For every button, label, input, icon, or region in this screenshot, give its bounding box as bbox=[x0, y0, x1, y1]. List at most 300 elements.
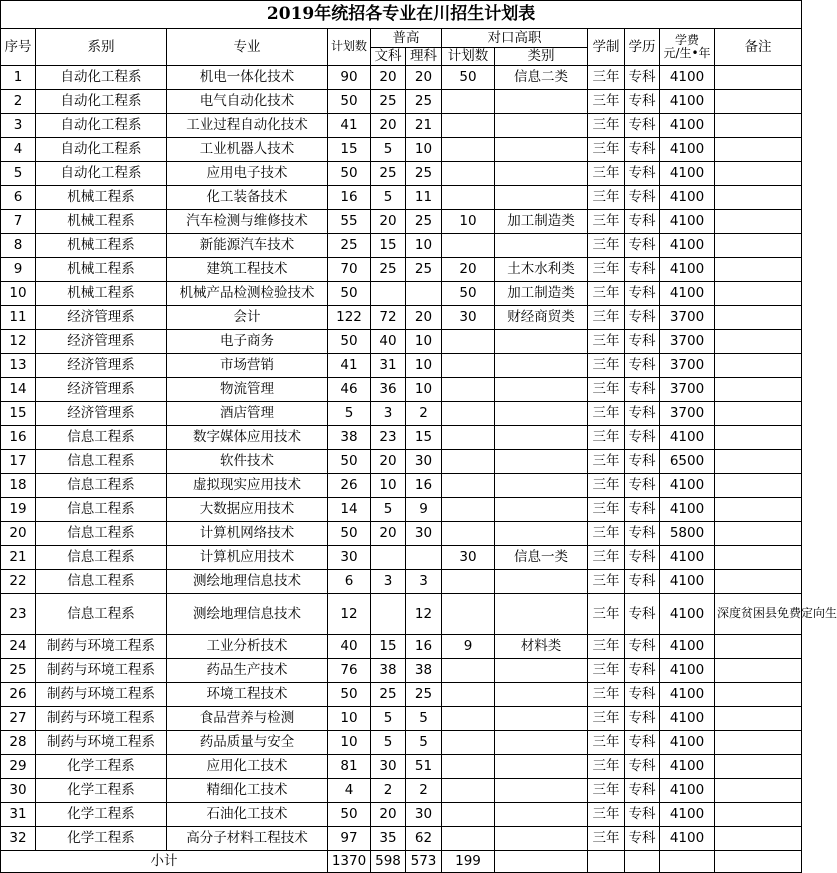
cell-major: 工业过程自动化技术 bbox=[167, 114, 328, 138]
cell-remark bbox=[715, 803, 802, 827]
cell-arts: 25 bbox=[371, 683, 406, 707]
cell-no: 4 bbox=[1, 138, 36, 162]
cell-remark bbox=[715, 498, 802, 522]
table-row bbox=[1, 282, 802, 306]
cell-duration: 三年 bbox=[588, 282, 625, 306]
cell-major: 汽车检测与维修技术 bbox=[167, 210, 328, 234]
cell-duration: 三年 bbox=[588, 378, 625, 402]
cell-fee: 4100 bbox=[660, 474, 715, 498]
cell-voc-category: 信息二类 bbox=[495, 66, 588, 90]
cell-voc-category bbox=[495, 186, 588, 210]
cell-duration: 三年 bbox=[588, 570, 625, 594]
cell-duration: 三年 bbox=[588, 354, 625, 378]
cell-duration: 三年 bbox=[588, 210, 625, 234]
header-major: 专业 bbox=[167, 29, 328, 66]
cell-voc-category bbox=[495, 114, 588, 138]
cell-no: 31 bbox=[1, 803, 36, 827]
cell-no: 28 bbox=[1, 731, 36, 755]
cell-no: 32 bbox=[1, 827, 36, 851]
cell-no: 15 bbox=[1, 402, 36, 426]
cell-plan: 4 bbox=[328, 779, 371, 803]
cell-plan: 97 bbox=[328, 827, 371, 851]
cell-fee: 4100 bbox=[660, 635, 715, 659]
cell-voc-plan bbox=[442, 186, 495, 210]
cell-science: 25 bbox=[406, 258, 442, 282]
table-row bbox=[1, 378, 802, 402]
cell-remark bbox=[715, 426, 802, 450]
cell-arts: 72 bbox=[371, 306, 406, 330]
cell-department: 制药与环境工程系 bbox=[36, 707, 167, 731]
cell-duration: 三年 bbox=[588, 635, 625, 659]
cell-degree: 专科 bbox=[625, 138, 660, 162]
cell-arts: 38 bbox=[371, 659, 406, 683]
cell-remark bbox=[715, 210, 802, 234]
cell-plan: 55 bbox=[328, 210, 371, 234]
cell-arts bbox=[371, 594, 406, 635]
cell-plan: 50 bbox=[328, 90, 371, 114]
cell-remark bbox=[715, 635, 802, 659]
cell-science: 10 bbox=[406, 330, 442, 354]
cell-science: 30 bbox=[406, 522, 442, 546]
cell-no: 16 bbox=[1, 426, 36, 450]
cell-remark bbox=[715, 162, 802, 186]
cell-department: 经济管理系 bbox=[36, 354, 167, 378]
cell-department: 化学工程系 bbox=[36, 779, 167, 803]
cell-plan: 50 bbox=[328, 450, 371, 474]
cell-arts: 5 bbox=[371, 186, 406, 210]
header-general: 普高 bbox=[371, 29, 442, 48]
cell-degree: 专科 bbox=[625, 258, 660, 282]
total-empty-remark bbox=[715, 851, 802, 873]
cell-degree: 专科 bbox=[625, 162, 660, 186]
cell-no: 21 bbox=[1, 546, 36, 570]
cell-plan: 30 bbox=[328, 546, 371, 570]
cell-degree: 专科 bbox=[625, 707, 660, 731]
cell-plan: 50 bbox=[328, 683, 371, 707]
cell-science: 2 bbox=[406, 779, 442, 803]
table-row bbox=[1, 707, 802, 731]
header-voc-plan: 计划数 bbox=[442, 48, 495, 66]
header-science: 理科 bbox=[406, 48, 442, 66]
cell-science: 20 bbox=[406, 66, 442, 90]
cell-degree: 专科 bbox=[625, 474, 660, 498]
table-row bbox=[1, 306, 802, 330]
cell-degree: 专科 bbox=[625, 426, 660, 450]
cell-no: 24 bbox=[1, 635, 36, 659]
cell-arts: 25 bbox=[371, 90, 406, 114]
cell-voc-plan bbox=[442, 426, 495, 450]
table-row bbox=[1, 186, 802, 210]
cell-arts: 40 bbox=[371, 330, 406, 354]
cell-arts: 15 bbox=[371, 635, 406, 659]
cell-degree: 专科 bbox=[625, 402, 660, 426]
table-row bbox=[1, 755, 802, 779]
cell-plan: 41 bbox=[328, 114, 371, 138]
cell-voc-category bbox=[495, 659, 588, 683]
cell-arts: 35 bbox=[371, 827, 406, 851]
cell-remark bbox=[715, 330, 802, 354]
cell-department: 信息工程系 bbox=[36, 546, 167, 570]
cell-no: 26 bbox=[1, 683, 36, 707]
total-arts: 598 bbox=[371, 851, 406, 873]
cell-voc-category bbox=[495, 707, 588, 731]
cell-duration: 三年 bbox=[588, 683, 625, 707]
cell-duration: 三年 bbox=[588, 450, 625, 474]
cell-degree: 专科 bbox=[625, 635, 660, 659]
total-science: 573 bbox=[406, 851, 442, 873]
cell-science: 12 bbox=[406, 594, 442, 635]
cell-duration: 三年 bbox=[588, 66, 625, 90]
cell-major: 会计 bbox=[167, 306, 328, 330]
cell-duration: 三年 bbox=[588, 402, 625, 426]
cell-fee: 4100 bbox=[660, 755, 715, 779]
cell-voc-category bbox=[495, 90, 588, 114]
cell-science: 5 bbox=[406, 731, 442, 755]
cell-voc-plan bbox=[442, 330, 495, 354]
header-no: 序号 bbox=[1, 29, 36, 66]
cell-science: 11 bbox=[406, 186, 442, 210]
cell-department: 信息工程系 bbox=[36, 450, 167, 474]
cell-science: 15 bbox=[406, 426, 442, 450]
cell-remark bbox=[715, 707, 802, 731]
cell-duration: 三年 bbox=[588, 90, 625, 114]
cell-remark bbox=[715, 755, 802, 779]
table-row bbox=[1, 138, 802, 162]
cell-voc-category: 材料类 bbox=[495, 635, 588, 659]
cell-major: 化工装备技术 bbox=[167, 186, 328, 210]
cell-major: 计算机应用技术 bbox=[167, 546, 328, 570]
cell-fee: 4100 bbox=[660, 659, 715, 683]
cell-arts: 31 bbox=[371, 354, 406, 378]
cell-voc-plan bbox=[442, 803, 495, 827]
cell-remark bbox=[715, 779, 802, 803]
cell-voc-category: 加工制造类 bbox=[495, 282, 588, 306]
cell-fee: 4100 bbox=[660, 426, 715, 450]
cell-fee: 3700 bbox=[660, 330, 715, 354]
cell-voc-plan bbox=[442, 474, 495, 498]
cell-arts: 20 bbox=[371, 803, 406, 827]
cell-duration: 三年 bbox=[588, 306, 625, 330]
totals-row bbox=[1, 851, 802, 873]
cell-major: 应用化工技术 bbox=[167, 755, 328, 779]
cell-voc-plan bbox=[442, 234, 495, 258]
table-row bbox=[1, 731, 802, 755]
cell-voc-category bbox=[495, 498, 588, 522]
cell-duration: 三年 bbox=[588, 755, 625, 779]
cell-degree: 专科 bbox=[625, 378, 660, 402]
cell-fee: 4100 bbox=[660, 546, 715, 570]
cell-degree: 专科 bbox=[625, 731, 660, 755]
cell-plan: 15 bbox=[328, 138, 371, 162]
cell-degree: 专科 bbox=[625, 306, 660, 330]
cell-remark bbox=[715, 258, 802, 282]
cell-voc-plan bbox=[442, 378, 495, 402]
table-row bbox=[1, 522, 802, 546]
cell-duration: 三年 bbox=[588, 522, 625, 546]
cell-major: 药品生产技术 bbox=[167, 659, 328, 683]
cell-fee: 4100 bbox=[660, 258, 715, 282]
cell-voc-category: 信息一类 bbox=[495, 546, 588, 570]
cell-major: 应用电子技术 bbox=[167, 162, 328, 186]
cell-fee: 4100 bbox=[660, 683, 715, 707]
cell-remark bbox=[715, 186, 802, 210]
cell-voc-plan bbox=[442, 90, 495, 114]
totals-label: 小计 bbox=[1, 851, 328, 873]
cell-major: 高分子材料工程技术 bbox=[167, 827, 328, 851]
cell-duration: 三年 bbox=[588, 330, 625, 354]
cell-voc-plan bbox=[442, 162, 495, 186]
table-row bbox=[1, 66, 802, 90]
cell-degree: 专科 bbox=[625, 354, 660, 378]
total-empty-duration bbox=[588, 851, 625, 873]
cell-no: 20 bbox=[1, 522, 36, 546]
cell-voc-category bbox=[495, 827, 588, 851]
cell-fee: 4100 bbox=[660, 731, 715, 755]
cell-department: 信息工程系 bbox=[36, 498, 167, 522]
cell-plan: 76 bbox=[328, 659, 371, 683]
cell-fee: 4100 bbox=[660, 570, 715, 594]
cell-plan: 26 bbox=[328, 474, 371, 498]
header-fee: 学费 元/生•年 bbox=[660, 29, 715, 66]
cell-arts: 20 bbox=[371, 66, 406, 90]
cell-department: 机械工程系 bbox=[36, 282, 167, 306]
cell-department: 机械工程系 bbox=[36, 234, 167, 258]
cell-degree: 专科 bbox=[625, 114, 660, 138]
cell-voc-plan: 20 bbox=[442, 258, 495, 282]
cell-duration: 三年 bbox=[588, 546, 625, 570]
cell-degree: 专科 bbox=[625, 234, 660, 258]
cell-major: 虚拟现实应用技术 bbox=[167, 474, 328, 498]
cell-voc-category bbox=[495, 426, 588, 450]
table-row bbox=[1, 234, 802, 258]
cell-remark bbox=[715, 683, 802, 707]
cell-voc-category bbox=[495, 570, 588, 594]
cell-degree: 专科 bbox=[625, 683, 660, 707]
cell-major: 工业机器人技术 bbox=[167, 138, 328, 162]
cell-major: 计算机网络技术 bbox=[167, 522, 328, 546]
cell-fee: 4100 bbox=[660, 66, 715, 90]
cell-plan: 122 bbox=[328, 306, 371, 330]
cell-department: 化学工程系 bbox=[36, 827, 167, 851]
cell-plan: 6 bbox=[328, 570, 371, 594]
cell-science: 30 bbox=[406, 450, 442, 474]
cell-no: 12 bbox=[1, 330, 36, 354]
cell-science: 25 bbox=[406, 210, 442, 234]
cell-science: 25 bbox=[406, 90, 442, 114]
cell-fee: 4100 bbox=[660, 803, 715, 827]
cell-voc-category: 加工制造类 bbox=[495, 210, 588, 234]
cell-remark: 深度贫困县免费定向生 bbox=[715, 594, 802, 635]
cell-voc-category bbox=[495, 731, 588, 755]
cell-no: 17 bbox=[1, 450, 36, 474]
cell-major: 物流管理 bbox=[167, 378, 328, 402]
cell-arts: 30 bbox=[371, 755, 406, 779]
cell-remark bbox=[715, 827, 802, 851]
cell-remark bbox=[715, 282, 802, 306]
cell-no: 5 bbox=[1, 162, 36, 186]
cell-arts: 20 bbox=[371, 210, 406, 234]
cell-plan: 50 bbox=[328, 282, 371, 306]
cell-department: 自动化工程系 bbox=[36, 66, 167, 90]
cell-fee: 6500 bbox=[660, 450, 715, 474]
cell-voc-category bbox=[495, 755, 588, 779]
cell-no: 14 bbox=[1, 378, 36, 402]
cell-department: 自动化工程系 bbox=[36, 90, 167, 114]
cell-science: 16 bbox=[406, 474, 442, 498]
table-row bbox=[1, 210, 802, 234]
cell-duration: 三年 bbox=[588, 779, 625, 803]
cell-fee: 4100 bbox=[660, 210, 715, 234]
cell-remark bbox=[715, 90, 802, 114]
table-row bbox=[1, 450, 802, 474]
cell-voc-plan bbox=[442, 683, 495, 707]
cell-science: 38 bbox=[406, 659, 442, 683]
cell-department: 制药与环境工程系 bbox=[36, 635, 167, 659]
cell-no: 6 bbox=[1, 186, 36, 210]
cell-no: 23 bbox=[1, 594, 36, 635]
cell-voc-category bbox=[495, 450, 588, 474]
cell-major: 精细化工技术 bbox=[167, 779, 328, 803]
cell-plan: 40 bbox=[328, 635, 371, 659]
cell-science: 25 bbox=[406, 683, 442, 707]
cell-science: 62 bbox=[406, 827, 442, 851]
cell-voc-category bbox=[495, 330, 588, 354]
table-row bbox=[1, 546, 802, 570]
cell-plan: 50 bbox=[328, 330, 371, 354]
cell-voc-category: 土木水利类 bbox=[495, 258, 588, 282]
cell-voc-plan bbox=[442, 707, 495, 731]
cell-department: 制药与环境工程系 bbox=[36, 659, 167, 683]
cell-duration: 三年 bbox=[588, 659, 625, 683]
cell-plan: 12 bbox=[328, 594, 371, 635]
cell-science: 20 bbox=[406, 306, 442, 330]
cell-duration: 三年 bbox=[588, 827, 625, 851]
cell-remark bbox=[715, 354, 802, 378]
cell-voc-category bbox=[495, 522, 588, 546]
cell-duration: 三年 bbox=[588, 186, 625, 210]
cell-department: 经济管理系 bbox=[36, 330, 167, 354]
cell-arts: 5 bbox=[371, 498, 406, 522]
cell-science: 21 bbox=[406, 114, 442, 138]
cell-voc-plan bbox=[442, 570, 495, 594]
header-degree: 学历 bbox=[625, 29, 660, 66]
cell-arts bbox=[371, 546, 406, 570]
cell-department: 制药与环境工程系 bbox=[36, 731, 167, 755]
cell-remark bbox=[715, 138, 802, 162]
cell-remark bbox=[715, 659, 802, 683]
cell-voc-plan bbox=[442, 138, 495, 162]
cell-voc-plan bbox=[442, 594, 495, 635]
cell-voc-category bbox=[495, 594, 588, 635]
cell-duration: 三年 bbox=[588, 474, 625, 498]
table-row bbox=[1, 803, 802, 827]
table-row bbox=[1, 474, 802, 498]
table-row bbox=[1, 570, 802, 594]
cell-plan: 41 bbox=[328, 354, 371, 378]
table-row bbox=[1, 162, 802, 186]
cell-major: 电子商务 bbox=[167, 330, 328, 354]
cell-duration: 三年 bbox=[588, 426, 625, 450]
cell-department: 机械工程系 bbox=[36, 186, 167, 210]
cell-major: 机械产品检测检验技术 bbox=[167, 282, 328, 306]
cell-arts: 23 bbox=[371, 426, 406, 450]
cell-major: 机电一体化技术 bbox=[167, 66, 328, 90]
table-row bbox=[1, 594, 802, 635]
cell-major: 测绘地理信息技术 bbox=[167, 570, 328, 594]
table-row bbox=[1, 90, 802, 114]
cell-no: 30 bbox=[1, 779, 36, 803]
cell-arts: 20 bbox=[371, 522, 406, 546]
cell-degree: 专科 bbox=[625, 779, 660, 803]
cell-voc-plan: 50 bbox=[442, 282, 495, 306]
cell-fee: 4100 bbox=[660, 779, 715, 803]
cell-voc-category bbox=[495, 779, 588, 803]
cell-department: 自动化工程系 bbox=[36, 114, 167, 138]
cell-fee: 4100 bbox=[660, 138, 715, 162]
cell-science: 5 bbox=[406, 707, 442, 731]
cell-duration: 三年 bbox=[588, 114, 625, 138]
cell-plan: 81 bbox=[328, 755, 371, 779]
header-duration: 学制 bbox=[588, 29, 625, 66]
cell-remark bbox=[715, 402, 802, 426]
cell-department: 化学工程系 bbox=[36, 755, 167, 779]
total-empty-category bbox=[495, 851, 588, 873]
cell-duration: 三年 bbox=[588, 162, 625, 186]
table-row bbox=[1, 498, 802, 522]
cell-major: 新能源汽车技术 bbox=[167, 234, 328, 258]
header-remark: 备注 bbox=[715, 29, 802, 66]
cell-arts bbox=[371, 282, 406, 306]
cell-science: 10 bbox=[406, 354, 442, 378]
cell-arts: 20 bbox=[371, 114, 406, 138]
cell-plan: 10 bbox=[328, 731, 371, 755]
cell-fee: 4100 bbox=[660, 594, 715, 635]
cell-duration: 三年 bbox=[588, 731, 625, 755]
cell-voc-plan bbox=[442, 354, 495, 378]
cell-voc-category bbox=[495, 378, 588, 402]
cell-science: 3 bbox=[406, 570, 442, 594]
cell-degree: 专科 bbox=[625, 66, 660, 90]
cell-science: 2 bbox=[406, 402, 442, 426]
cell-plan: 5 bbox=[328, 402, 371, 426]
cell-arts: 5 bbox=[371, 731, 406, 755]
cell-department: 信息工程系 bbox=[36, 570, 167, 594]
cell-department: 自动化工程系 bbox=[36, 162, 167, 186]
cell-no: 8 bbox=[1, 234, 36, 258]
cell-degree: 专科 bbox=[625, 522, 660, 546]
cell-remark bbox=[715, 378, 802, 402]
cell-plan: 10 bbox=[328, 707, 371, 731]
cell-department: 经济管理系 bbox=[36, 402, 167, 426]
header-department: 系别 bbox=[36, 29, 167, 66]
cell-voc-plan bbox=[442, 522, 495, 546]
cell-voc-category bbox=[495, 354, 588, 378]
cell-fee: 3700 bbox=[660, 402, 715, 426]
cell-department: 信息工程系 bbox=[36, 594, 167, 635]
cell-remark bbox=[715, 731, 802, 755]
cell-science: 25 bbox=[406, 162, 442, 186]
cell-department: 机械工程系 bbox=[36, 210, 167, 234]
cell-degree: 专科 bbox=[625, 210, 660, 234]
cell-remark bbox=[715, 234, 802, 258]
cell-duration: 三年 bbox=[588, 707, 625, 731]
cell-department: 化学工程系 bbox=[36, 803, 167, 827]
cell-degree: 专科 bbox=[625, 755, 660, 779]
table-row bbox=[1, 426, 802, 450]
table-row bbox=[1, 683, 802, 707]
cell-science: 10 bbox=[406, 138, 442, 162]
cell-department: 机械工程系 bbox=[36, 258, 167, 282]
